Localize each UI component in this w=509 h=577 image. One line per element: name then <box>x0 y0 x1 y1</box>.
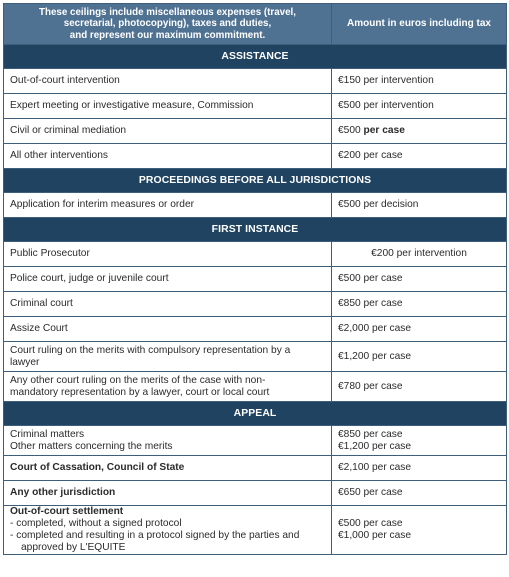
row-label: All other interventions <box>4 144 332 169</box>
table-row <box>4 94 507 119</box>
section-title-first-instance: FIRST INSTANCE <box>4 218 507 242</box>
amount-unit: per intervention <box>363 100 434 111</box>
table-row <box>4 481 507 506</box>
row-amount <box>332 144 507 169</box>
row-label: Court of Cassation, Council of State <box>4 456 332 481</box>
row-label: Criminal court <box>4 292 332 317</box>
row-amount: €650 per case <box>332 481 507 506</box>
section-title-appeal: APPEAL <box>4 402 507 426</box>
row-amount: €1,200 per case <box>332 342 507 372</box>
row-label: Out-of-court intervention <box>4 69 332 94</box>
header-note-line: secretarial, photocopying), taxes and duties, <box>63 18 272 30</box>
amount-unit: per case <box>363 125 405 136</box>
row-label <box>4 372 332 402</box>
table-row <box>4 119 507 144</box>
table-row <box>4 317 507 342</box>
fee-ceilings-table-container <box>3 3 506 555</box>
row-label-line: Other matters concerning the merits <box>10 440 173 452</box>
row-amount: €500 per case <box>332 267 507 292</box>
section-title-proceedings: PROCEEDINGS BEFORE ALL JURISDICTIONS <box>4 169 507 193</box>
amount-value: €150 <box>338 75 361 86</box>
row-label: Police court, judge or juvenile court <box>4 267 332 292</box>
section-row-appeal <box>4 402 507 426</box>
table-header-row <box>4 4 507 45</box>
table-row <box>4 506 507 555</box>
section-row-first-instance <box>4 218 507 242</box>
row-amount <box>332 69 507 94</box>
row-amount: €2,000 per case <box>332 317 507 342</box>
row-label-line: Any other court ruling on the merits of the case with non- <box>10 374 266 386</box>
header-note-line: and represent our maximum commitment. <box>69 29 266 41</box>
table-row <box>4 372 507 402</box>
row-label-line: lawyer <box>10 356 40 368</box>
row-label-line: approved by L'EQUITE <box>21 542 126 553</box>
amount-unit: per intervention <box>363 75 434 86</box>
row-label-line: Court ruling on the merits with compulsory representation by a <box>10 344 291 356</box>
header-ceilings-note <box>4 4 332 45</box>
row-amount-line: €500 per case <box>338 518 403 529</box>
row-label-line: - completed and resulting in a protocol signed by the parties and <box>10 530 300 541</box>
section-row-proceedings <box>4 169 507 193</box>
table-row <box>4 342 507 372</box>
row-label-line: Criminal matters <box>10 428 85 440</box>
row-label: Any other jurisdiction <box>4 481 332 506</box>
header-note-line: These ceilings include miscellaneous expenses (travel, <box>38 6 296 18</box>
table-row <box>4 292 507 317</box>
row-label: Civil or criminal mediation <box>4 119 332 144</box>
fee-ceilings-table <box>3 3 507 555</box>
row-label-line: mandatory representation by a lawyer, court or local court <box>10 386 270 398</box>
table-row <box>4 144 507 169</box>
row-amount <box>332 94 507 119</box>
row-amount-line: €850 per case <box>338 428 403 440</box>
section-title-assistance: ASSISTANCE <box>4 45 507 69</box>
row-amount-line: €1,000 per case <box>338 530 412 541</box>
row-label-line: - completed, without a signed protocol <box>10 518 182 529</box>
row-label <box>4 426 332 456</box>
row-amount <box>332 506 507 555</box>
amount-value: €200 <box>338 150 361 161</box>
row-label: Application for interim measures or order <box>4 193 332 218</box>
row-amount: €500 per decision <box>332 193 507 218</box>
row-amount: €780 per case <box>332 372 507 402</box>
header-amount-column: Amount in euros including tax <box>332 4 507 45</box>
row-label: Public Prosecutor <box>4 242 332 267</box>
row-label: Assize Court <box>4 317 332 342</box>
row-label: Expert meeting or investigative measure, Commission <box>4 94 332 119</box>
row-label-line: Out-of-court settlement <box>10 506 124 517</box>
row-label <box>4 506 332 555</box>
table-row <box>4 193 507 218</box>
table-row <box>4 456 507 481</box>
amount-value: €500 <box>338 125 361 136</box>
row-label <box>4 342 332 372</box>
row-amount: €850 per case <box>332 292 507 317</box>
row-amount: €200 per intervention <box>332 242 507 267</box>
section-row-assistance <box>4 45 507 69</box>
table-row <box>4 69 507 94</box>
amount-value: €500 <box>338 100 361 111</box>
row-amount: €2,100 per case <box>332 456 507 481</box>
row-amount <box>332 119 507 144</box>
table-row <box>4 267 507 292</box>
row-amount-line: €1,200 per case <box>338 440 412 452</box>
amount-unit: per case <box>363 150 403 161</box>
row-amount <box>332 426 507 456</box>
table-row <box>4 426 507 456</box>
table-row <box>4 242 507 267</box>
